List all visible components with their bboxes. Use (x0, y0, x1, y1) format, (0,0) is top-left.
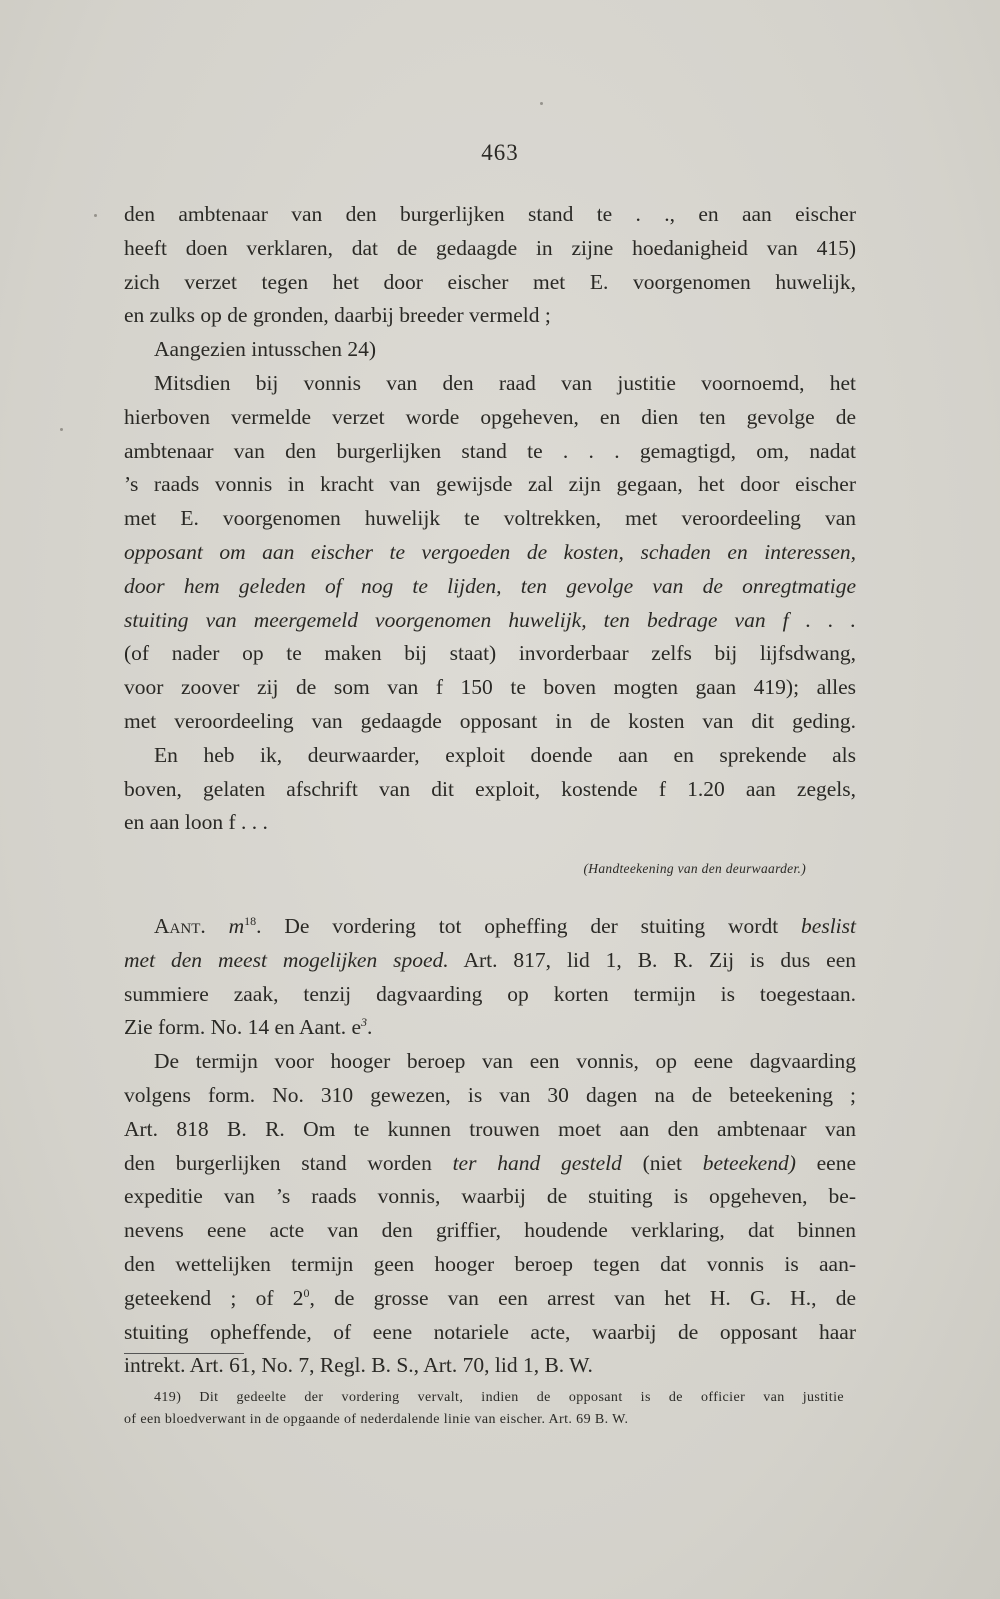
text-line: en zulks op de gronden, daarbij breeder vermeld ; (124, 303, 551, 328)
text-line: ambtenaar van den burgerlijken stand te . . . gemagtigd, om, nadat (124, 438, 856, 463)
text-line: boven, gelaten afschrift van dit exploit, kostende f 1.20 aan zegels, (124, 776, 856, 801)
text-span: geteekend ; of 2 (124, 1285, 304, 1310)
text-span: (niet (642, 1150, 683, 1175)
text-line: voor zoover zij de som van f 150 te boven mogten gaan 419); alles (124, 675, 856, 700)
text-line (124, 944, 856, 978)
text-line: hierboven vermelde verzet worde opgeheven, en dien ten gevolge de (124, 404, 856, 429)
paper-speck (60, 428, 63, 431)
text-line: heeft doen verklaren, dat de gedaagde in zijne hoedanigheid van 415) (124, 235, 856, 260)
text-span: ter hand gesteld (452, 1150, 622, 1175)
text-line: met E. voorgenomen huwelijk te voltrekken, met veroordeeling van (124, 506, 856, 531)
annotation-block (124, 910, 856, 1383)
footnote (124, 1387, 844, 1431)
text-line: door hem geleden of nog te lijden, ten gevolge van de onregtmatige (124, 573, 856, 598)
text-line: den ambtenaar van den burgerlijken stand te . ., en aan eischer (124, 202, 856, 226)
annotation-label: Aant. (154, 913, 206, 938)
text-line: zich verzet tegen het door eischer met E. voorgenomen huwelijk, (124, 269, 856, 294)
annotation-marker: m (228, 913, 245, 938)
text-span: beslist (801, 913, 856, 938)
text-line: (of nader op te maken bij staat) invorderbaar zelfs bij lijfsdwang, (124, 641, 856, 666)
text-line: met veroordeeling van gedaagde opposant in de kosten van dit geding. (124, 708, 856, 733)
text-span: eene (816, 1150, 857, 1175)
text-line: Aangezien intusschen 24) (154, 337, 377, 362)
paper-speck (94, 214, 97, 217)
text-line: stuiting van meergemeld voorgenomen huwelijk, ten bedrage van f . . . (124, 607, 856, 632)
text-line: Art. 818 B. R. Om te kunnen trouwen moet aan den ambtenaar van (124, 1116, 856, 1141)
footnote-line: 419) Dit gedeelte der vordering vervalt, indien de opposant is de officier van justitie (154, 1390, 844, 1405)
text-line (124, 1282, 856, 1316)
text-line: en aan loon f . . . (124, 810, 268, 835)
text-line: ’s raads vonnis in kracht van gewijsde zal zijn gegaan, het door eischer (124, 472, 856, 497)
text-span: . (367, 1015, 373, 1040)
text-span: beteekend) (702, 1150, 796, 1175)
text-span: met den meest mogelijken spoed. (124, 947, 449, 972)
paper-speck (540, 102, 543, 105)
text-line: Mitsdien bij vonnis van den raad van justitie voornoemd, het (154, 370, 856, 395)
footnote-line: of een bloedverwant in de opgaande of nederdalende linie van eischer. Art. 69 B. W. (124, 1412, 629, 1427)
text-line: nevens eene acte van den griffier, houdende verklaring, dat binnen (124, 1218, 856, 1243)
text-sup: 3 (361, 1015, 368, 1030)
text-span: Art. 817, lid 1, B. R. Zij is dus een (463, 947, 856, 972)
text-line: volgens form. No. 310 gewezen, is van 30 dagen na de beteekening ; (124, 1082, 856, 1107)
text-line: intrekt. Art. 61, No. 7, Regl. B. S., Art. 70, lid 1, B. W. (124, 1353, 593, 1378)
text-line (124, 1011, 856, 1045)
text-line (124, 910, 856, 944)
text-span: den burgerlijken stand worden (124, 1150, 432, 1175)
annotation-marker-sup: 18 (244, 913, 257, 928)
text-line: stuiting opheffende, of eene notariele acte, waarbij de opposant haar (124, 1319, 856, 1344)
text-line: opposant om aan eischer te vergoeden de kosten, schaden en interessen, (124, 539, 856, 564)
text-line: expeditie van ’s raads vonnis, waarbij de stuiting is opgeheven, be- (124, 1184, 856, 1209)
text-sup: 0 (303, 1285, 310, 1300)
text-span: . De vordering tot opheffing der stuiting wordt (256, 913, 779, 938)
text-span: Zie form. No. 14 en Aant. e (124, 1015, 362, 1040)
footnote-divider (124, 1353, 244, 1354)
signature-note: (Handteekening van den deurwaarder.) (583, 861, 806, 877)
text-line: En heb ik, deurwaarder, exploit doende aan en sprekende als (154, 742, 856, 767)
text-line: den wettelijken termijn geen hooger beroep tegen dat vonnis is aan- (124, 1251, 856, 1276)
text-line (124, 1147, 856, 1181)
page-number: 463 (481, 140, 519, 165)
text-span: , de grosse van een arrest van het H. G. H., de (309, 1285, 856, 1310)
text-line: summiere zaak, tenzij dagvaarding op korten termijn is toegestaan. (124, 981, 856, 1006)
main-text (124, 198, 856, 1383)
text-line: De termijn voor hooger beroep van een vonnis, op eene dagvaarding (154, 1049, 856, 1074)
